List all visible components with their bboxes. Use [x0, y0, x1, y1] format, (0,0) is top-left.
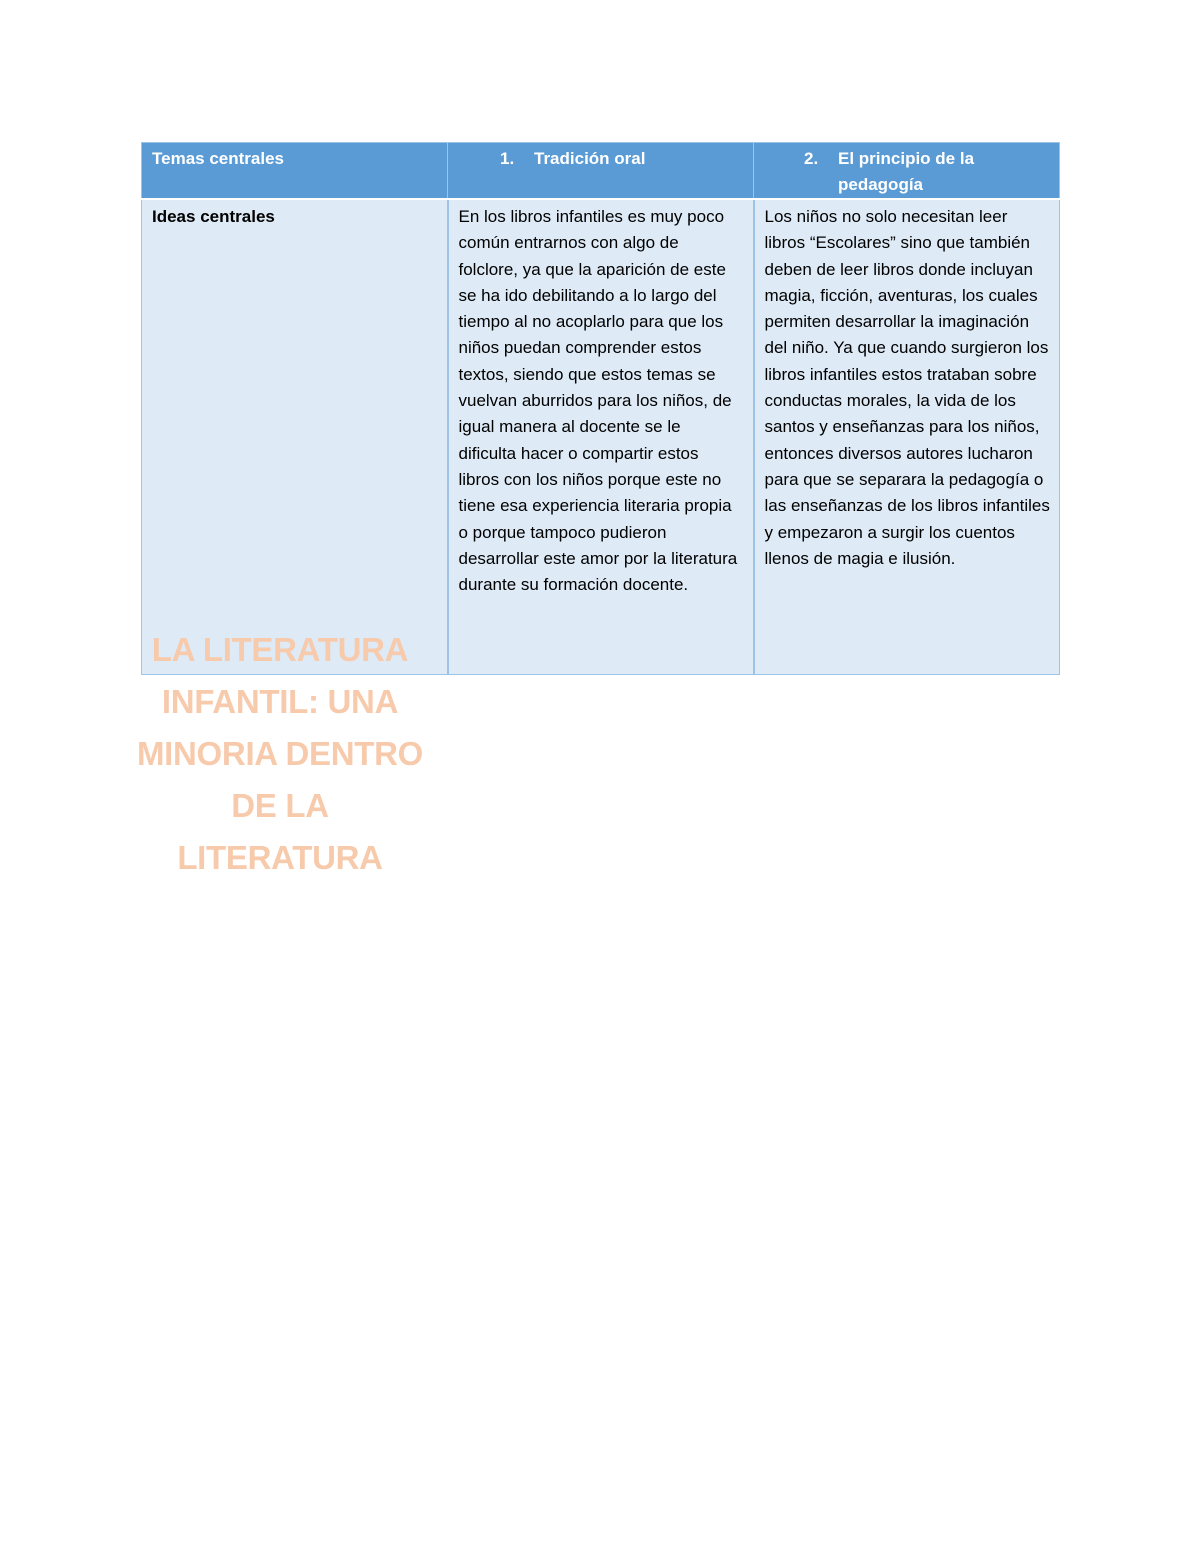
- header-number-1: 1.: [500, 149, 515, 168]
- themes-table: [141, 142, 1060, 675]
- header-cell-topics: [142, 143, 448, 200]
- table-row: [142, 199, 1060, 675]
- header-cell-oral-tradition: [448, 143, 754, 200]
- header-number-2: 2.: [804, 149, 819, 168]
- header-label-oral-tradition: Tradición oral: [534, 149, 646, 168]
- cell-pedagogy-text: Los niños no solo necesitan leer libros “Escolares” sino que también deben de leer libros donde incluyan magia, ficción, aventuras, los cuales permiten desarrollar la imaginación del niño. Ya que cuando surgieron los libros infantiles estos trataban sobre conductas morales, la vida de los santos y enseñanzas para los niños, entonces diversos autores lucharon para que se separara la pedagogía o las enseñanzas de los libros infantiles y empezaron a surgir los cuentos llenos de magia e ilusión.: [754, 199, 1060, 675]
- header-label-pedagogy: El principio de la pedagogía: [838, 149, 975, 194]
- row-label-central-ideas: Ideas centrales: [152, 207, 275, 226]
- header-cell-pedagogy: [754, 143, 1060, 200]
- cell-oral-tradition-text: En los libros infantiles es muy poco común entrarnos con algo de folclore, ya que la aparición de este se ha ido debilitando a lo largo del tiempo al no acoplarlo para que los niños puedan comprender estos textos, siendo que estos temas se vuelvan aburridos para los niños, de igual manera al docente se le dificulta hacer o compartir estos libros con los niños porque este no tiene esa experiencia literaria propia o porque tampoco pudieron desarrollar este amor por la literatura durante su formación docente.: [448, 199, 754, 675]
- document-title: LA LITERATURA INFANTIL: UNA MINORIA DENTRO DE LA LITERATURA: [136, 631, 424, 876]
- row-label-cell: [142, 199, 448, 675]
- table-header-row: [142, 143, 1060, 200]
- header-label-topics: Temas centrales: [152, 149, 284, 168]
